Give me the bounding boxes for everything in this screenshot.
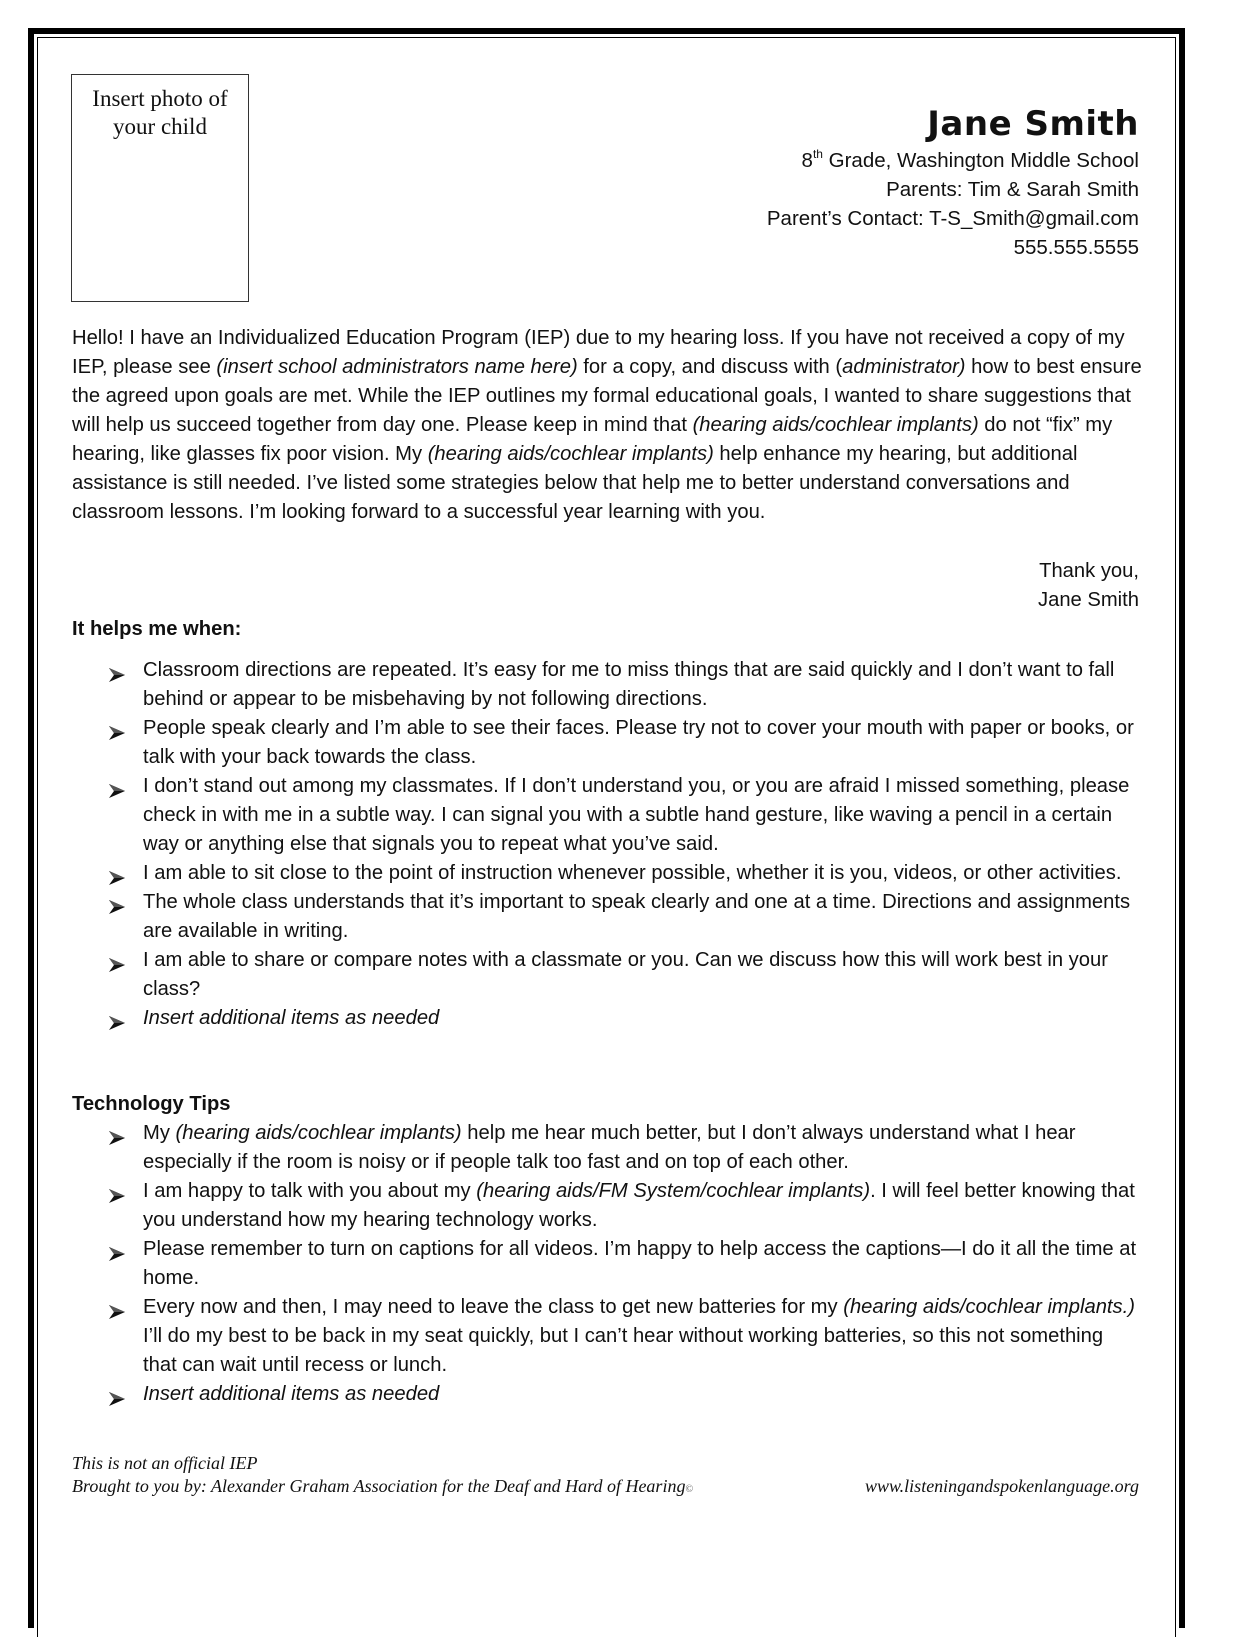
list-item — [72, 772, 1142, 859]
placeholder-text: Insert additional items as needed — [143, 1383, 440, 1405]
text-run: I don’t stand out among my classmates. If I don’t understand you, or you are afraid I missed something, please check in with me in a subtle way. I can signal you with a subtle hand gesture, like waving a pencil in a certain way or anything else that signals you to repeat what you’ve said. — [143, 775, 1130, 855]
list-item — [72, 946, 1142, 1004]
grade-school — [767, 146, 1139, 175]
text-run: do not “fix” my hearing, like glasses fix poor vision. My — [72, 414, 1113, 465]
grade-number: 8 — [801, 149, 813, 172]
arrowhead-bullet-icon — [108, 953, 126, 969]
list-item — [72, 1235, 1142, 1293]
text-run: Please remember to turn on captions for all videos. I’m happy to help access the captions—I do it all the time at home. — [143, 1238, 1137, 1289]
list-item — [72, 714, 1142, 772]
arrowhead-bullet-icon — [108, 1126, 126, 1142]
signoff — [1038, 557, 1139, 615]
arrowhead-bullet-icon — [108, 1011, 126, 1027]
intro-paragraph — [72, 324, 1142, 527]
closing: Thank you, — [1039, 560, 1139, 582]
grade-school-text: Grade, Washington Middle School — [822, 149, 1139, 172]
text-run: help me hear much better, but I don’t always understand what I hear especially if the room is noisy or if people talk too fast and on top of each other. — [143, 1122, 1076, 1173]
parents-line: Parents: Tim & Sarah Smith — [886, 178, 1139, 201]
list-item — [72, 1119, 1142, 1177]
helps-section-title: It helps me when: — [72, 618, 242, 640]
arrowhead-bullet-icon — [108, 866, 126, 882]
text-run: I am happy to talk with you about my — [143, 1180, 477, 1202]
list-item — [72, 888, 1142, 946]
text-run: My — [143, 1122, 176, 1144]
text-run: I am able to sit close to the point of instruction whenever possible, whether it is you, videos, or other activities. — [143, 862, 1122, 884]
placeholder-text: (hearing aids/FM System/cochlear implants) — [476, 1180, 871, 1202]
parent-contact: Parent’s Contact: T-S_Smith@gmail.com — [766, 207, 1139, 230]
tech-section-title: Technology Tips — [72, 1093, 231, 1115]
list-item — [72, 1004, 1142, 1033]
helps-list — [72, 656, 1142, 1033]
arrowhead-bullet-icon — [108, 895, 126, 911]
placeholder-text: (hearing aids/cochlear implants) — [175, 1122, 462, 1144]
arrowhead-bullet-icon — [108, 1387, 126, 1403]
list-item — [72, 656, 1142, 714]
text-run: The whole class understands that it’s important to speak clearly and one at a time. Directions and assignments are available in writing. — [143, 891, 1131, 942]
credit-text: Brought to you by: Alexander Graham Association for the Deaf and Hard of Hearing — [72, 1476, 686, 1496]
arrowhead-bullet-icon — [108, 1242, 126, 1258]
text-run: Classroom directions are repeated. It’s easy for me to miss things that are said quickly and I don’t want to fall behind or appear to be misbehaving by not following directions. — [143, 659, 1115, 710]
website-link[interactable]: www.listeningandspokenlanguage.org — [865, 1476, 1139, 1496]
text-run: I’ll do my best to be back in my seat quickly, but I can’t hear without working batteries, so this not something that can wait until recess or lunch. — [143, 1325, 1104, 1376]
tech-list — [72, 1119, 1142, 1409]
list-item — [72, 859, 1142, 888]
arrowhead-bullet-icon — [108, 1184, 126, 1200]
text-run: . I will feel better knowing that you understand how my hearing technology works. — [143, 1180, 1135, 1231]
arrowhead-bullet-icon — [108, 663, 126, 679]
list-item — [72, 1380, 1142, 1409]
student-header — [767, 102, 1139, 262]
arrowhead-bullet-icon — [108, 721, 126, 737]
list-item — [72, 1177, 1142, 1235]
placeholder-text: administrator) — [842, 356, 966, 378]
placeholder-text: (hearing aids/cochlear implants.) — [843, 1296, 1135, 1318]
signature: Jane Smith — [1038, 589, 1139, 611]
text-run: how to best ensure the agreed upon goals are met. While the IEP outlines my formal educational goals, I wanted to share suggestions that will help us succeed together from day one. Please keep in mind that — [72, 356, 1142, 436]
placeholder-text: (hearing aids/cochlear implants) — [692, 414, 979, 436]
footer — [72, 1452, 1142, 1501]
arrowhead-bullet-icon — [108, 1300, 126, 1316]
list-item — [72, 1293, 1142, 1380]
text-run: People speak clearly and I’m able to see their faces. Please try not to cover your mouth with paper or books, or talk with your back towards the class. — [143, 717, 1134, 768]
text-run: I am able to share or compare notes with a classmate or you. Can we discuss how this will work best in your class? — [143, 949, 1108, 1000]
text-run: Every now and then, I may need to leave the class to get new batteries for my — [143, 1296, 844, 1318]
placeholder-text: Insert additional items as needed — [143, 1007, 440, 1029]
grade-suffix: th — [812, 147, 823, 161]
disclaimer: This is not an official IEP — [72, 1453, 258, 1473]
text-run: help enhance my hearing, but additional assistance is still needed. I’ve listed some strategies below that help me to better understand conversations and classroom lessons. I’m looking forward to a successful year learning with you. — [72, 443, 1078, 523]
photo-placeholder — [71, 74, 249, 302]
text-run: Hello! I have an Individualized Education Program (IEP) due to my hearing loss. If you have not received a copy of my IEP, please see — [72, 327, 1125, 378]
placeholder-text: (hearing aids/cochlear implants) — [427, 443, 714, 465]
photo-placeholder-text: Insert photo of your child — [92, 86, 228, 139]
phone-number: 555.555.5555 — [1013, 236, 1139, 259]
copyright-icon: © — [685, 1484, 694, 1495]
placeholder-text: (insert school administrators name here) — [216, 356, 578, 378]
arrowhead-bullet-icon — [108, 779, 126, 795]
student-name: Jane Smith — [927, 104, 1139, 144]
text-run: for a copy, and discuss with ( — [577, 356, 843, 378]
